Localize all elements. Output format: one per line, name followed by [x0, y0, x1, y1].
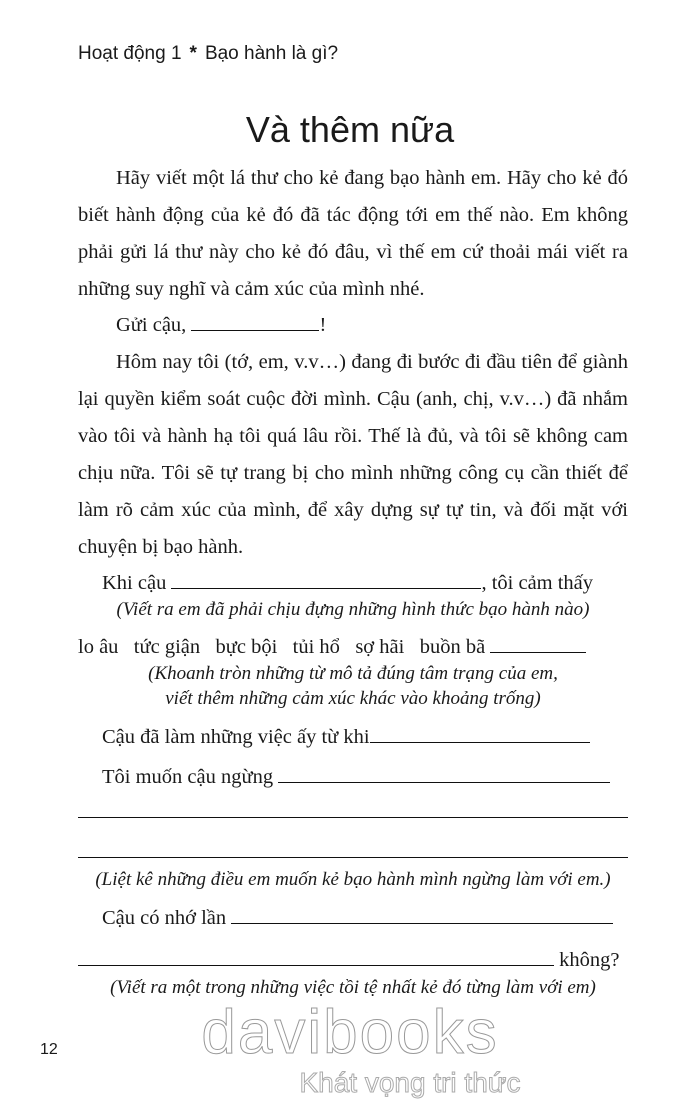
emotions-note-2: viết thêm những cảm xúc khác vào khoảng trống) — [165, 688, 541, 709]
stop-line — [102, 764, 610, 790]
when-suffix: , tôi cảm thấy — [481, 572, 594, 594]
remember-blank[interactable] — [231, 922, 613, 924]
when-blank[interactable] — [171, 587, 481, 589]
since-line — [102, 724, 590, 750]
stop-blank-line-2[interactable] — [78, 817, 628, 818]
emotion-word[interactable]: bực bội — [215, 636, 278, 658]
watermark-brand: davibooks — [201, 998, 499, 1067]
stop-blank[interactable] — [278, 781, 610, 783]
greeting-prefix: Gửi cậu, — [116, 314, 187, 336]
emotions-note-1: (Khoanh tròn những từ mô tả đúng tâm trạng của em, — [148, 663, 558, 684]
when-note: (Viết ra em đã phải chịu đựng những hình thức bạo hành nào) — [116, 599, 590, 620]
running-header — [78, 42, 338, 66]
stop-note: (Liệt kê những điều em muốn kẻ bạo hành mình ngừng làm với em.) — [95, 869, 611, 890]
emotion-word[interactable]: sợ hãi — [355, 636, 405, 658]
since-blank[interactable] — [370, 741, 590, 743]
since-prefix: Cậu đã làm những việc ấy từ khi — [102, 726, 370, 748]
letter-body-text: Hôm nay tôi (tớ, em, v.v…) đang đi bước đi đầu tiên để giành lại quyền kiểm soát cuộc đời mình. Cậu (anh, chị, v.v…) đã nhắm vào tôi và hành hạ tôi quá lâu rồi. Thế là đủ, và tôi sẽ không cam chịu nữa. Tôi sẽ tự trang bị cho mình những công cụ cần thiết để làm rõ cảm xúc của mình, để xây dựng sự tự tin, và đối mặt với chuyện bị bạo hành. — [78, 351, 628, 558]
remember-prefix: Cậu có nhớ lần — [102, 907, 227, 929]
topic-label: Bạo hành là gì? — [204, 43, 339, 64]
remember-blank-2[interactable] — [78, 964, 554, 966]
greeting-blank[interactable] — [191, 329, 319, 331]
remember-line-2 — [78, 947, 619, 973]
stop-blank-line-3[interactable] — [78, 857, 628, 858]
intro-paragraph — [78, 160, 628, 308]
remember-note: (Viết ra một trong những việc tồi tệ nhất kẻ đó từng làm với em) — [110, 977, 596, 998]
remember-suffix: không? — [559, 949, 620, 971]
emotion-blank[interactable] — [490, 651, 586, 653]
activity-label: Hoạt động 1 — [78, 43, 182, 64]
greeting-line — [116, 312, 326, 338]
emotions-line — [78, 634, 586, 660]
asterisk-separator: * — [189, 43, 197, 64]
watermark-slogan: Khát vọng tri thức — [299, 1067, 521, 1098]
greeting-suffix: ! — [319, 314, 327, 336]
letter-body — [78, 344, 628, 566]
remember-line — [102, 905, 613, 931]
emotion-word[interactable]: tức giận — [133, 636, 201, 658]
intro-text: Hãy viết một lá thư cho kẻ đang bạo hành em. Hãy cho kẻ đó biết hành động của kẻ đó đã tác động tới em thế nào. Em không phải gửi lá thư này cho kẻ đó đâu, vì thế em cứ thoải mái viết ra những suy nghĩ và cảm xúc của mình nhé. — [78, 167, 628, 300]
when-line — [102, 570, 593, 596]
stop-prefix: Tôi muốn cậu ngừng — [102, 766, 274, 788]
emotion-word[interactable]: tủi hổ — [292, 636, 340, 658]
emotion-word[interactable]: lo âu — [78, 636, 119, 658]
page-title: Và thêm nữa — [245, 109, 455, 150]
page-number: 12 — [40, 1041, 58, 1058]
emotion-word[interactable]: buồn bã — [419, 636, 486, 658]
when-prefix: Khi cậu — [102, 572, 167, 594]
